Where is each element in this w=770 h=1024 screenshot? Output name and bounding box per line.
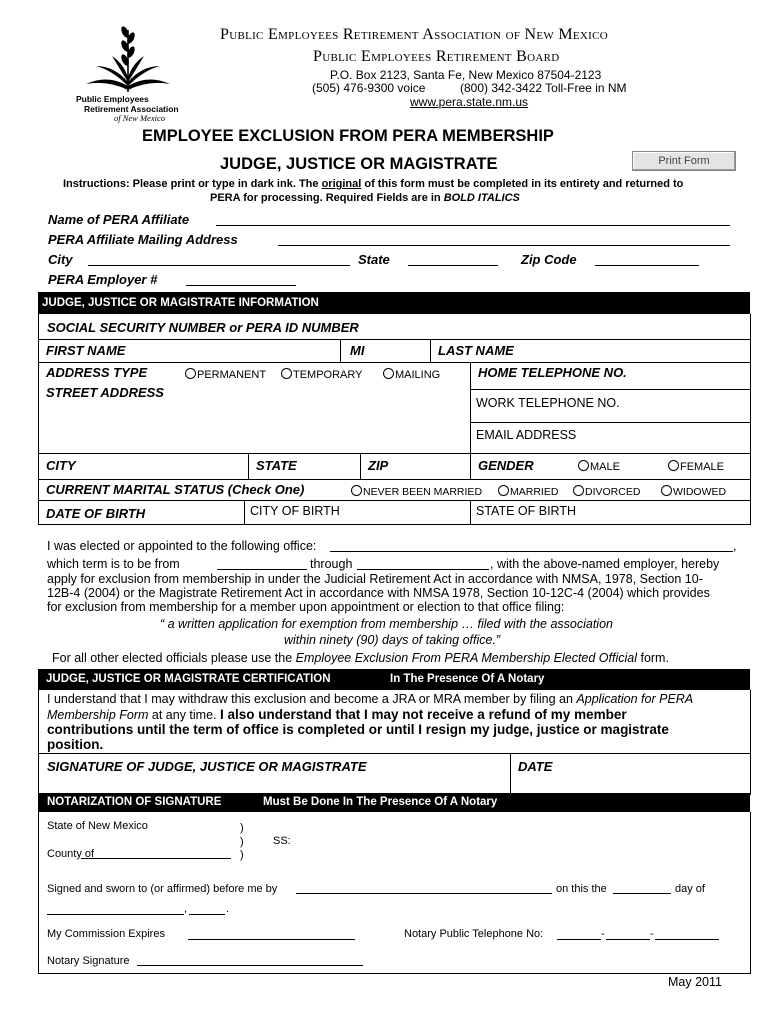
form-subtitle: JUDGE, JUSTICE OR MAGISTRATE: [220, 155, 498, 173]
notary-bar: [38, 793, 750, 812]
instructions-text-c: PERA for processing. Required Fields are in: [210, 192, 444, 204]
sworn-name-field[interactable]: [296, 893, 552, 894]
phone-dash-1: -: [601, 928, 605, 940]
grid-line: [244, 500, 245, 524]
pera-logo: [68, 22, 198, 122]
ss-label: SS:: [273, 835, 291, 847]
last-name-label: LAST NAME: [438, 343, 514, 358]
org-name: Public Employees Retirement Association of New Mexico: [220, 26, 609, 43]
instructions-original: original: [321, 178, 362, 190]
day-of-label: day of: [675, 883, 705, 895]
marital-status-label: CURRENT MARITAL STATUS (Check One): [46, 482, 305, 497]
notary-state: State of New Mexico: [47, 820, 148, 832]
radio-icon[interactable]: [185, 368, 196, 379]
certification-title: JUDGE, JUSTICE OR MAGISTRATE CERTIFICATION: [46, 673, 331, 685]
gender-label: GENDER: [478, 458, 534, 473]
home-phone-label: HOME TELEPHONE NO.: [478, 365, 627, 380]
email-label: EMAIL ADDRESS: [476, 428, 577, 442]
temporary-option[interactable]: [281, 368, 362, 381]
org-address: P.O. Box 2123, Santa Fe, New Mexico 87504-2123: [330, 68, 602, 82]
notary-signature-field[interactable]: [137, 965, 363, 966]
term-hereby-text: , with the above-named employer, hereby: [490, 557, 720, 571]
radio-icon[interactable]: [351, 485, 362, 496]
grid-line: [38, 339, 750, 340]
other-note-form-name: Employee Exclusion From PERA Membership Elected Official: [295, 651, 637, 665]
notary-note: Must Be Done In The Presence Of A Notary: [263, 796, 498, 808]
never-married-label: NEVER BEEN MARRIED: [363, 486, 483, 498]
affiliate-employer-field[interactable]: [186, 285, 296, 286]
radio-icon[interactable]: [661, 485, 672, 496]
board-name: Public Employees Retirement Board: [313, 48, 560, 65]
print-form-button[interactable]: Print Form: [632, 151, 736, 171]
office-comma: ,: [733, 539, 737, 553]
info-section-title: JUDGE, JUSTICE OR MAGISTRATE INFORMATION: [42, 297, 319, 309]
phone-dash-2: -: [650, 928, 654, 940]
day-field[interactable]: [613, 893, 671, 894]
male-option[interactable]: [578, 460, 620, 473]
cert-text-2b: at any time.: [148, 708, 220, 722]
grid-line: [430, 339, 431, 362]
affiliate-city-field[interactable]: [88, 265, 350, 266]
notary-signature-label: Notary Signature: [47, 955, 130, 967]
grid-line: [470, 389, 750, 390]
notary-phone-prefix-field[interactable]: [606, 939, 650, 940]
address-type-label: ADDRESS TYPE: [46, 365, 148, 380]
grid-line: [38, 362, 750, 363]
other-note-c: form.: [637, 651, 669, 665]
dob-label: DATE OF BIRTH: [46, 506, 146, 521]
state-label: STATE: [256, 458, 297, 473]
month-field[interactable]: [47, 914, 184, 915]
married-option[interactable]: [498, 485, 558, 498]
instructions-line-1: [63, 178, 683, 190]
sworn-label: Signed and sworn to (or affirmed) before me by: [47, 883, 278, 895]
radio-icon[interactable]: [668, 460, 679, 471]
mi-label: MI: [350, 343, 365, 358]
county-field[interactable]: [81, 858, 231, 859]
divorced-label: DIVORCED: [585, 486, 641, 498]
never-married-option[interactable]: [351, 485, 482, 498]
ssn-label: SOCIAL SECURITY NUMBER or PERA ID NUMBER: [47, 320, 359, 335]
affiliate-employer-label: PERA Employer #: [48, 272, 158, 287]
term-through-field[interactable]: [357, 569, 489, 570]
cert-text-4: position.: [47, 737, 104, 752]
grid-line: [360, 453, 361, 479]
street-address-label: STREET ADDRESS: [46, 385, 164, 400]
zip-label: ZIP: [368, 458, 389, 473]
male-label: MALE: [590, 461, 620, 473]
term-from-field[interactable]: [217, 569, 307, 570]
instructions-bold-italics: BOLD ITALICS: [443, 192, 520, 204]
paren-2: ): [240, 836, 244, 848]
permanent-label: PERMANENT: [197, 369, 267, 381]
quote-line-1: “ a written application for exemption from membership … filed with the association: [160, 617, 613, 631]
grid-line: [38, 453, 750, 454]
radio-icon[interactable]: [383, 368, 394, 379]
instructions-line-2: [210, 192, 520, 204]
office-line-1: I was elected or appointed to the following office:: [47, 539, 317, 553]
quote-line-2: within ninety (90) days of taking office.”: [284, 633, 501, 647]
grid-line: [248, 453, 249, 479]
mailing-option[interactable]: [383, 368, 440, 381]
form-revision-date: May 2011: [668, 975, 722, 989]
notary-phone-label: Notary Public Telephone No:: [404, 928, 544, 940]
affiliate-state-label: State: [358, 252, 390, 267]
county-label: County of: [47, 848, 95, 860]
info-section-bar: [38, 292, 750, 314]
year-field[interactable]: [189, 914, 225, 915]
office-field[interactable]: [330, 551, 733, 552]
radio-icon[interactable]: [578, 460, 589, 471]
other-officials-note: [52, 651, 669, 665]
grid-line: [38, 500, 750, 501]
cert-text-1a: I understand that I may withdraw this exclusion and become a JRA or MRA member by filing an: [47, 692, 577, 706]
married-label: MARRIED: [510, 486, 559, 498]
radio-icon[interactable]: [498, 485, 509, 496]
paren-3: ): [240, 849, 244, 861]
work-phone-label: WORK TELEPHONE NO.: [476, 396, 620, 410]
month-comma: ,: [184, 903, 188, 915]
divorced-option[interactable]: [573, 485, 640, 498]
affiliate-name-field[interactable]: [216, 225, 730, 226]
cert-text-3: contributions until the term of office is completed or until I resign my judge, justice or magistrate: [47, 722, 669, 737]
office-line-3: apply for exclusion from membership in under the Judicial Retirement Act in accordance with NMSA, 1978, Section 10-: [47, 572, 703, 586]
on-this-label: on this the: [556, 883, 607, 895]
org-phone-tollfree: (800) 342-3422 Toll-Free in NM: [460, 81, 627, 95]
paren-1: ): [240, 822, 244, 834]
female-option[interactable]: [668, 460, 724, 473]
affiliate-zip-label: Zip Code: [521, 252, 577, 267]
instructions-text-b: of this form must be completed in its entirety and returned to: [361, 178, 684, 190]
commission-field[interactable]: [188, 939, 355, 940]
signature-label: SIGNATURE OF JUDGE, JUSTICE OR MAGISTRATE: [47, 759, 367, 774]
plant-logo-icon: [78, 22, 178, 94]
cert-text-1: [47, 692, 693, 706]
other-note-a: For all other elected officials please use the: [52, 651, 296, 665]
cert-membership-form: Membership Form: [47, 708, 149, 722]
ssn-field[interactable]: [38, 315, 750, 339]
radio-icon[interactable]: [281, 368, 292, 379]
office-line-4: 12B-4 (2004) or the Magistrate Retirement Act in accordance with NMSA 1978, Section 10-12C-4 (2004) which provides: [47, 586, 710, 600]
certification-bar: [38, 669, 750, 690]
first-name-label: FIRST NAME: [46, 343, 126, 358]
logo-line-2: Retirement Association: [84, 104, 179, 114]
female-label: FEMALE: [680, 461, 725, 473]
notary-phone-line-field[interactable]: [655, 939, 719, 940]
year-period: .: [226, 903, 230, 915]
grid-line: [470, 422, 750, 423]
mailing-label: MAILING: [395, 369, 441, 381]
city-of-birth-label: CITY OF BIRTH: [250, 504, 340, 518]
logo-line-3: of New Mexico: [114, 113, 165, 123]
form-title: EMPLOYEE EXCLUSION FROM PERA MEMBERSHIP: [142, 127, 554, 145]
affiliate-zip-field[interactable]: [595, 265, 699, 266]
cert-text-2: [47, 707, 627, 722]
certification-note: In The Presence Of A Notary: [390, 673, 545, 685]
cert-date-field[interactable]: [511, 754, 749, 794]
grid-line: [38, 479, 750, 480]
instructions-text-a: Instructions: Please print or type in dark ink. The: [63, 178, 322, 190]
affiliate-city-label: City: [48, 252, 73, 267]
widowed-option[interactable]: [661, 485, 726, 498]
signature-field[interactable]: [38, 754, 510, 794]
org-website[interactable]: www.pera.state.nm.us: [410, 95, 529, 109]
org-phone-voice: (505) 476-9300 voice: [312, 81, 426, 95]
widowed-label: WIDOWED: [673, 486, 727, 498]
commission-label: My Commission Expires: [47, 928, 165, 940]
radio-icon[interactable]: [573, 485, 584, 496]
affiliate-state-field[interactable]: [408, 265, 498, 266]
cert-app-form: Application for PERA: [576, 692, 694, 706]
city-label: CITY: [46, 458, 76, 473]
grid-line: [470, 500, 471, 524]
cert-date-label: DATE: [518, 759, 553, 774]
grid-line: [470, 362, 471, 479]
temporary-label: TEMPORARY: [293, 369, 363, 381]
grid-line: [340, 339, 341, 362]
notary-title: NOTARIZATION OF SIGNATURE: [47, 796, 222, 808]
term-through-label: through: [310, 557, 353, 571]
cert-text-2c: I also understand that I may not receive a refund of my member: [219, 707, 627, 722]
state-of-birth-label: STATE OF BIRTH: [476, 504, 577, 518]
notary-phone-area-field[interactable]: [557, 939, 601, 940]
affiliate-mailing-field[interactable]: [278, 245, 730, 246]
logo-line-1: Public Employees: [76, 94, 149, 104]
permanent-option[interactable]: [185, 368, 266, 381]
office-line-5: for exclusion from membership for a member upon appointment or election to that office filing:: [47, 600, 565, 614]
term-from-label: which term is to be from: [47, 557, 180, 571]
affiliate-name-label: Name of PERA Affiliate: [48, 212, 190, 227]
affiliate-mailing-label: PERA Affiliate Mailing Address: [48, 232, 238, 247]
